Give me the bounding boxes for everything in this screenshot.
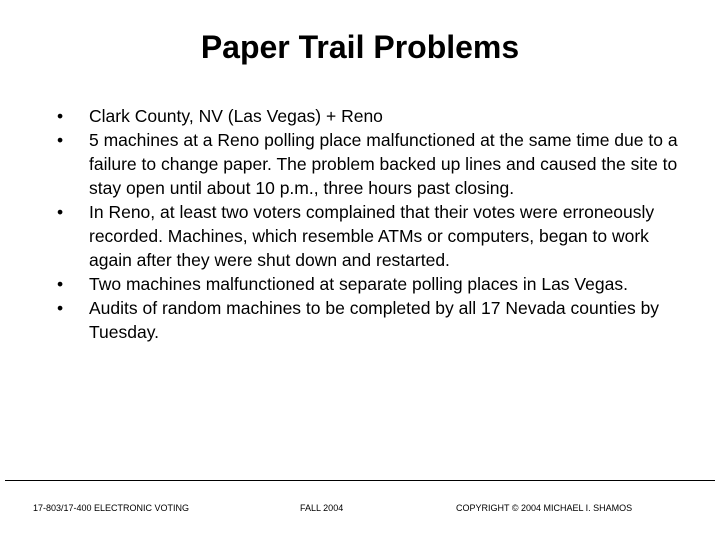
bullet-dot-icon: •	[57, 106, 64, 126]
bullet-item	[57, 128, 687, 200]
bullet-item	[57, 296, 687, 344]
footer-copyright: COPYRIGHT © 2004 MICHAEL I. SHAMOS	[456, 503, 633, 513]
bullet-text: Two machines malfunctioned at separate polling places in Las Vegas.	[89, 274, 628, 294]
footer-course: 17-803/17-400 ELECTRONIC VOTING	[33, 503, 190, 513]
bullet-dot-icon: •	[57, 274, 64, 294]
bullet-item	[57, 200, 687, 272]
slide-title: Paper Trail Problems	[200, 29, 520, 65]
bullet-text: Audits of random machines to be completed by all 17 Nevada counties by Tuesday.	[89, 298, 660, 342]
bullet-dot-icon: •	[57, 298, 64, 318]
bullet-text: Clark County, NV (Las Vegas) + Reno	[89, 106, 383, 126]
bullet-item	[57, 272, 687, 296]
footer-term: FALL 2004	[300, 503, 344, 513]
bullet-list	[57, 104, 687, 344]
bullet-dot-icon: •	[57, 202, 64, 222]
bullet-dot-icon: •	[57, 130, 64, 150]
bullet-text: 5 machines at a Reno polling place malfunctioned at the same time due to a failure to change paper. The problem backed up lines and caused the site to stay open until about 10 p.m., three hours past closing.	[89, 130, 678, 198]
footer-divider	[5, 480, 715, 481]
bullet-item	[57, 104, 687, 128]
bullet-text: In Reno, at least two voters complained that their votes were erroneously recorded. Machines, which resemble ATMs or computers, began to work again after they were shut down and restarted.	[89, 202, 655, 270]
